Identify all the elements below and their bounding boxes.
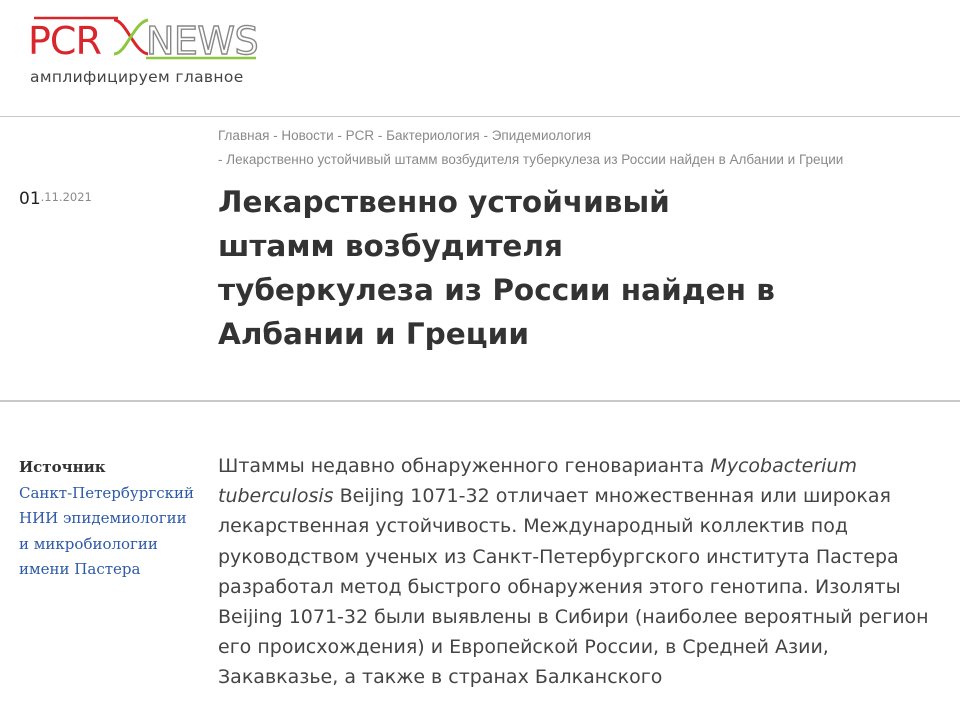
breadcrumb-separator: - xyxy=(374,128,387,143)
svg-text:NEWS: NEWS xyxy=(146,19,259,63)
breadcrumb-separator: - xyxy=(479,128,492,143)
breadcrumb-item-epidemiology[interactable]: Эпидемиология xyxy=(491,128,592,143)
breadcrumb-item-news[interactable]: Новости xyxy=(281,128,334,143)
svg-text:PCR: PCR xyxy=(28,19,101,63)
source-link[interactable]: Санкт-Петербургский НИИ эпидемиологии и микробиологии имени Пастера xyxy=(19,483,194,578)
breadcrumb xyxy=(218,124,948,172)
title-divider xyxy=(0,400,960,402)
breadcrumb-item-home[interactable]: Главная xyxy=(218,128,270,143)
pcr-news-logo-icon xyxy=(28,14,268,66)
publish-date-day: 01 xyxy=(19,189,41,209)
breadcrumb-separator: - xyxy=(333,128,346,143)
article-body xyxy=(218,451,953,693)
article-title: Лекарственно устойчивый штамм возбудителя туберкулеза из России найден в Албании и Греции xyxy=(218,185,775,351)
breadcrumb-current: - Лекарственно устойчивый штамм возбудителя туберкулеза из России найден в Албании и Греции xyxy=(218,152,844,167)
header-divider xyxy=(0,116,960,117)
breadcrumb-separator: - xyxy=(269,128,282,143)
site-header xyxy=(0,0,960,116)
breadcrumb-item-pcr[interactable]: PCR xyxy=(345,128,375,143)
source-block xyxy=(19,455,199,583)
article-body-text: Beijing 1071-32 отличает множественная или широкая лекарственная устойчивость. Международный коллектив под руководством ученых из Санкт-Петербургского института Пастера разработал метод быстрого обнаружения этого генотипа. Изоляты Beijing 1071-32 были выявлены в Сибири (наиболее вероятный регион его происхождения) и Европейской России, в Средней Азии, Закавказье, а также в странах Балканского xyxy=(218,485,929,689)
breadcrumb-item-bacteriology[interactable]: Бактериология xyxy=(386,128,480,143)
logo-tagline: амплифицируем главное xyxy=(30,68,244,86)
article-body-text: Штаммы недавно обнаруженного геноварианта xyxy=(218,455,711,477)
source-label: Источник xyxy=(19,458,106,476)
article-body-species: Mycobacterium tuberculosis xyxy=(218,455,857,508)
publish-date-month-year: .11.2021 xyxy=(40,190,92,204)
breadcrumb-trail xyxy=(218,124,948,148)
site-logo[interactable] xyxy=(28,14,268,94)
publish-date xyxy=(19,189,92,209)
